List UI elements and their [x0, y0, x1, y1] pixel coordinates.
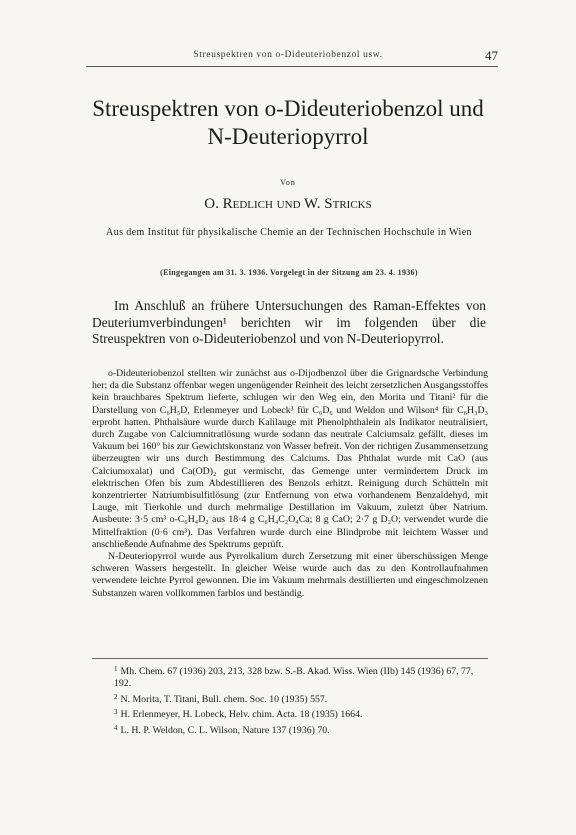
- header-rule: [86, 66, 498, 67]
- footnote-4: [92, 722, 488, 737]
- page-number: 47: [485, 48, 498, 63]
- paragraph-dideuteriobenzol: o-Dideuteriobenzol stellten wir zunächst aus o-Dijodbenzol über die Grignardsche Verbindung her; da die Substanz offenbar wegen ungenügender Reinheit des leicht zersetzlichen Ausgangsstoffes kein brauchbares Spektrum lieferte, schlugen wir den Weg ein, den Morita und Titani² für die Darstellung von C₆H₅D, Erlenmeyer und Lobeck³ für C₆D₆ und Weldon und Wilson⁴ für C₆H₃D₃ erprobt hatten. Phthalsäure wurde durch Kalilauge mit Phenolphthalein als Indikator neutralisiert, durch Zugabe von Calciumnitratlösung wurde sodann das neutrale Calciumsalz gefällt, dieses im Vakuum bei 160° bis zur Gewichtskonstanz von Wasser befreit. Von der richtigen Zusammensetzung überzeugten wir uns durch Bestimmung des Calciums. Das Phthalat wurde mit CaO (aus Calciumoxalat) und Ca(OD)₂ gut vermischt, das Gemenge unter vermindertem Druck im elektrischen Ofen bis zum Abdestillieren des Benzols erhitzt. Reinigung durch Schütteln mit konzentrierter Natriumbisulfitlösung (zur Entfernung von etwa vorhandenem Benzaldehyd, mit Lauge, mit Tierkohle und durch mehrmalige Destillation im Vakuum, zuletzt über Natrium. Ausbeute: 3·5 cm³ o-C₆H₄D₂ aus 18·4 g C₆H₄C₂O₄Ca; 8 g CaO; 2·7 g D₂O; verwendet wurde die Mittelfraktion (0·6 cm³). Das Verfahren wurde durch eine Blindprobe mit leichtem Wasser und anschließende Aufnahme des Spektrums geprüft.: [92, 368, 489, 550]
- received-date: (Eingegangen am 31. 3. 1936. Vorgelegt in der Sitzung am 23. 4. 1936): [160, 268, 418, 277]
- footnote-2: [92, 691, 488, 706]
- title-line-1: Streuspektren von o-Dideuteriobenzol und: [92, 96, 484, 121]
- authors: O. Redlich und W. Stricks: [204, 196, 372, 212]
- running-head: Streuspektren von o-Dideuteriobenzol usw.: [193, 50, 383, 60]
- intro-paragraph: Im Anschluß an frühere Untersuchungen des Raman-Effektes von Deuteriumverbindungen¹ berichten wir im folgenden über die Streuspektren von o-Dideuteriobenzol und von N-Deuteriopyrrol.: [92, 298, 486, 346]
- footnote-text: N. Morita, T. Titani, Bull. chem. Soc. 10 (1935) 557.: [120, 693, 328, 705]
- byline-von: Von: [280, 178, 296, 187]
- footnote-mark: 2: [114, 692, 118, 701]
- footnote-rule: [92, 658, 488, 659]
- paragraph-deuteriopyrrol: N-Deuteriopyrrol wurde aus Pyrrolkalium durch Zersetzung mit einer überschüssigen Menge schweren Wassers hergestellt. In gleicher Weise wurde auch das zu den Kontrollaufnahmen verwendete leichte Pyrrol gewonnen. Die im Vakuum mehrmals destillierten und eingeschmolzenen Substanzen waren vollkommen farblos und beständig.: [92, 551, 488, 599]
- institute: Aus dem Institut für physikalische Chemie an der Technischen Hochschule in Wien: [106, 227, 472, 238]
- footnote-text: Mh. Chem. 67 (1936) 203, 213, 328 bzw. S.-B. Akad. Wiss. Wien (IIb) 145 (1936) 67, 77, 192.: [114, 666, 474, 690]
- footnote-mark: 3: [114, 708, 118, 717]
- title-line-2: N-Deuteriopyrrol: [207, 124, 369, 149]
- footnote-mark: 4: [114, 723, 118, 732]
- footnote-1: [92, 663, 488, 691]
- footnote-text: L. H. P. Weldon, C. L. Wilson, Nature 137 (1936) 70.: [120, 724, 330, 736]
- footnote-text: H. Erlenmeyer, H. Lobeck, Helv. chim. Acta. 18 (1935) 1664.: [120, 709, 363, 721]
- footnote-mark: 1: [114, 665, 118, 673]
- footnote-3: [92, 706, 488, 721]
- article-title: [60, 95, 516, 151]
- footnotes: [92, 663, 488, 737]
- body-text: [92, 368, 488, 600]
